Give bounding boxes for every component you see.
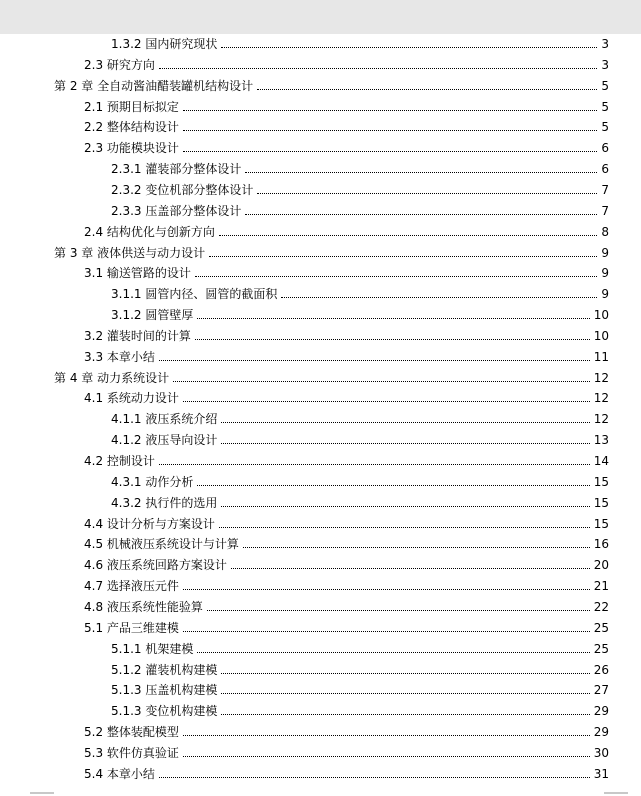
toc-entry-page-number: 15	[593, 495, 609, 510]
toc-entry-label: 3.1.2 圆管壁厚	[111, 308, 194, 323]
toc-entry-page-number: 15	[593, 516, 609, 531]
toc-leader-dots	[159, 463, 590, 465]
toc-leader-dots	[281, 296, 597, 298]
toc-leader-dots	[195, 338, 590, 340]
toc-entry[interactable]	[111, 430, 609, 450]
toc-entry-page-number: 5	[601, 99, 609, 114]
toc-entry-label: 4.3.1 动作分析	[111, 474, 194, 489]
toc-entry-label: 5.1 产品三维建模	[84, 620, 179, 635]
toc-entry-label: 第 2 章 全自动酱油醋装罐机结构设计	[54, 78, 254, 93]
toc-entry[interactable]	[111, 34, 609, 54]
toc-entry[interactable]	[84, 55, 609, 75]
toc-entry-page-number: 10	[593, 328, 609, 343]
toc-entry-page-number: 5	[601, 78, 609, 93]
toc-entry-label: 2.3 研究方向	[84, 57, 155, 72]
toc-entry-page-number: 25	[593, 620, 609, 635]
toc-entry-page-number: 20	[593, 558, 609, 573]
toc-entry[interactable]	[111, 305, 609, 325]
page-corner-mark-left	[30, 792, 54, 794]
toc-entry-page-number: 5	[601, 120, 609, 135]
toc-entry-label: 2.3.1 灌装部分整体设计	[111, 162, 242, 177]
toc-entry[interactable]	[84, 222, 609, 242]
toc-entry-label: 1.3.2 国内研究现状	[111, 37, 218, 51]
toc-entry-label: 2.3.2 变位机部分整体设计	[111, 182, 254, 197]
toc-entry-label: 2.2 整体结构设计	[84, 120, 179, 135]
toc-entry[interactable]	[111, 180, 609, 200]
toc-leader-dots	[197, 317, 589, 319]
toc-entry[interactable]	[84, 138, 609, 158]
toc-entry-label: 3.1.1 圆管内径、圆管的截面积	[111, 287, 278, 302]
toc-entry-label: 4.8 液压系统性能验算	[84, 599, 203, 614]
toc-entry[interactable]	[111, 701, 609, 721]
toc-leader-dots	[183, 129, 597, 131]
toc-entry[interactable]	[111, 409, 609, 429]
toc-entry-label: 5.1.3 变位机构建模	[111, 704, 218, 719]
toc-entry-label: 2.3 功能模块设计	[84, 141, 179, 156]
toc-leader-dots	[207, 609, 590, 611]
toc-entry-label: 4.4 设计分析与方案设计	[84, 516, 215, 531]
toc-entry[interactable]	[54, 243, 609, 263]
toc-entry-page-number: 9	[601, 287, 609, 302]
toc-entry-label: 第 4 章 动力系统设计	[54, 370, 170, 385]
page-corner-mark-right	[604, 792, 628, 794]
toc-leader-dots	[219, 234, 597, 236]
toc-entry-page-number: 21	[593, 579, 609, 594]
toc-entry-label: 4.1.2 液压导向设计	[111, 433, 218, 448]
toc-leader-dots	[245, 171, 597, 173]
toc-entry[interactable]	[111, 159, 609, 179]
toc-entry[interactable]	[111, 472, 609, 492]
toc-entry[interactable]	[84, 743, 609, 763]
toc-leader-dots	[245, 213, 597, 215]
toc-leader-dots	[221, 421, 589, 423]
toc-entry-page-number: 7	[601, 182, 609, 197]
toc-leader-dots	[173, 380, 590, 382]
toc-entry-page-number: 9	[601, 266, 609, 281]
toc-leader-dots	[221, 692, 589, 694]
toc-leader-dots	[183, 150, 597, 152]
toc-entry-label: 5.1.2 灌装机构建模	[111, 662, 218, 677]
toc-entry-page-number: 3	[601, 37, 609, 51]
toc-entry[interactable]	[84, 618, 609, 638]
toc-entry-page-number: 29	[593, 725, 609, 740]
toc-entry[interactable]	[84, 555, 609, 575]
toc-entry-page-number: 12	[593, 370, 609, 385]
toc-entry-page-number: 29	[593, 704, 609, 719]
toc-entry-label: 第 3 章 液体供送与动力设计	[54, 245, 206, 260]
toc-leader-dots	[183, 588, 590, 590]
toc-entry-label: 5.2 整体装配模型	[84, 725, 179, 740]
toc-entry-label: 4.2 控制设计	[84, 454, 155, 468]
toc-entry-page-number: 6	[601, 162, 609, 177]
toc-entry[interactable]	[111, 639, 609, 659]
toc-entry[interactable]	[111, 680, 609, 700]
toc-leader-dots	[183, 734, 590, 736]
toc-leader-dots	[231, 567, 590, 569]
toc-entry[interactable]	[84, 514, 609, 534]
toc-entry[interactable]	[111, 284, 609, 304]
toc-leader-dots	[197, 651, 589, 653]
toc-entry[interactable]	[84, 597, 609, 617]
toc-entry-page-number: 7	[601, 203, 609, 218]
toc-entry[interactable]	[84, 263, 609, 283]
toc-entry-page-number: 16	[593, 537, 609, 552]
toc-entry[interactable]	[84, 534, 609, 554]
toc-leader-dots	[159, 67, 597, 69]
toc-leader-dots	[209, 255, 597, 257]
toc-entry-label: 4.3.2 执行件的选用	[111, 495, 218, 510]
toc-entry[interactable]	[84, 97, 609, 117]
toc-entry-page-number: 15	[593, 474, 609, 489]
toc-entry-label: 2.3.3 压盖部分整体设计	[111, 203, 242, 218]
toc-entry-label: 5.1.3 压盖机构建模	[111, 683, 218, 698]
toc-leader-dots	[221, 442, 589, 444]
toc-leader-dots	[183, 109, 597, 111]
toc-leader-dots	[159, 359, 590, 361]
toc-entry[interactable]	[84, 451, 609, 471]
toc-entry-page-number: 3	[601, 57, 609, 72]
toc-entry-page-number: 14	[593, 454, 609, 468]
toc-entry[interactable]	[84, 388, 609, 408]
toc-entry[interactable]	[84, 576, 609, 596]
toc-entry-page-number: 26	[593, 662, 609, 677]
toc-entry-label: 4.6 液压系统回路方案设计	[84, 558, 227, 573]
toc-entry-page-number: 31	[593, 766, 609, 781]
toc-entry-label: 4.1.1 液压系统介绍	[111, 412, 218, 427]
toc-entry-page-number: 11	[593, 349, 609, 364]
toc-leader-dots	[183, 755, 590, 757]
toc-leader-dots	[195, 275, 597, 277]
toc-entry-label: 2.4 结构优化与创新方向	[84, 224, 215, 239]
toc-entry-page-number: 12	[593, 412, 609, 427]
document-page	[0, 34, 641, 796]
toc-entry-label: 5.1.1 机架建模	[111, 641, 194, 656]
toc-leader-dots	[221, 505, 589, 507]
toc-entry[interactable]	[84, 326, 609, 346]
toc-entry-label: 4.1 系统动力设计	[84, 391, 179, 406]
toc-entry-page-number: 10	[593, 308, 609, 323]
toc-entry-page-number: 8	[601, 224, 609, 239]
toc-entry-label: 3.2 灌装时间的计算	[84, 328, 191, 343]
toc-leader-dots	[183, 400, 590, 402]
toc-leader-dots	[183, 630, 590, 632]
toc-entry-label: 2.1 预期目标拟定	[84, 99, 179, 114]
toc-entry-page-number: 22	[593, 599, 609, 614]
toc-leader-dots	[159, 776, 590, 778]
toc-leader-dots	[243, 546, 590, 548]
toc-leader-dots	[221, 672, 589, 674]
toc-entry[interactable]	[84, 764, 609, 784]
toc-entry-page-number: 27	[593, 683, 609, 698]
toc-entry[interactable]	[84, 347, 609, 367]
toc-leader-dots	[221, 713, 589, 715]
toc-entry-page-number: 25	[593, 641, 609, 656]
toc-entry[interactable]	[111, 201, 609, 221]
toc-entry-page-number: 30	[593, 745, 609, 760]
toc-entry-label: 4.5 机械液压系统设计与计算	[84, 537, 239, 552]
toc-entry[interactable]	[111, 660, 609, 680]
toc-leader-dots	[257, 88, 597, 90]
toc-entry-label: 3.1 输送管路的设计	[84, 266, 191, 281]
toc-entry[interactable]	[54, 368, 609, 388]
toc-entry[interactable]	[84, 117, 609, 137]
toc-entry[interactable]	[111, 493, 609, 513]
toc-entry[interactable]	[84, 722, 609, 742]
toc-entry-label: 4.7 选择液压元件	[84, 579, 179, 594]
toc-entry-page-number: 13	[593, 433, 609, 448]
toc-entry-label: 5.4 本章小结	[84, 766, 155, 781]
toc-leader-dots	[219, 526, 590, 528]
toc-leader-dots	[257, 192, 597, 194]
toc-entry[interactable]	[54, 76, 609, 96]
toc-entry-page-number: 6	[601, 141, 609, 156]
toc-entry-page-number: 9	[601, 245, 609, 260]
toc-leader-dots	[221, 46, 597, 48]
toc-entry-label: 3.3 本章小结	[84, 349, 155, 364]
toc-entry-page-number: 12	[593, 391, 609, 406]
toc-leader-dots	[197, 484, 589, 486]
toc-entry-label: 5.3 软件仿真验证	[84, 745, 179, 760]
